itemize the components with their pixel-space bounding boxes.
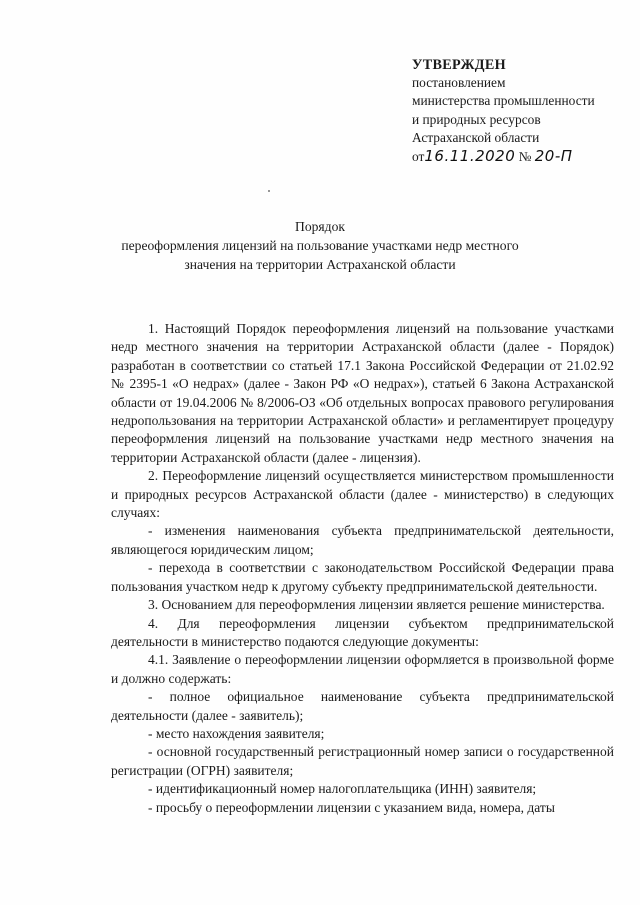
handwritten-number: 20-П — [534, 147, 573, 166]
document-body — [111, 320, 614, 817]
paragraph: 3. Основанием для переоформления лицензии является решение министерства. — [148, 597, 605, 613]
date-prefix: от — [412, 149, 425, 165]
approval-date-line — [412, 147, 622, 166]
list-item: - идентификационный номер налогоплательщика (ИНН) заявителя; — [148, 781, 537, 797]
approval-line: постановлением — [412, 75, 506, 91]
approval-heading: УТВЕРЖДЕН — [412, 57, 506, 73]
list-item: - перехода в соответствии с законодательством Российской Федерации права пользования участком недр к другому субъекту предпринимательской деятельности. — [111, 560, 614, 594]
number-prefix: № — [518, 149, 532, 165]
paragraph: 4. Для переоформления лицензии субъектом предпринимательской деятельности в министерство подаются следующие документы: — [111, 615, 614, 649]
list-item: - изменения наименования субъекта предпринимательской деятельности, являющегося юридическим лицом; — [111, 523, 614, 557]
title-line: Порядок — [295, 219, 345, 234]
list-item: - полное официальное наименование субъекта предпринимательской деятельности (далее - заявитель); — [111, 689, 614, 723]
paragraph: 2. Переоформление лицензий осуществляется министерством промышленности и природных ресурсов Астраханской области (далее - министерство) в следующих случаях: — [111, 468, 614, 521]
approval-stamp-block — [412, 56, 622, 166]
scan-speck — [268, 190, 270, 192]
list-item: - место нахождения заявителя; — [148, 725, 325, 741]
document-title — [110, 218, 530, 274]
approval-line: Астраханской области — [412, 129, 540, 145]
list-item: - просьбу о переоформлении лицензии с указанием вида, номера, даты — [148, 799, 555, 815]
approval-line: министерства промышленности — [412, 93, 595, 109]
paragraph: 4.1. Заявление о переоформлении лицензии оформляется в произвольной форме и должно содержать: — [111, 652, 614, 686]
title-line: переоформления лицензий на пользование участками недр местного — [121, 237, 519, 253]
paragraph: 1. Настоящий Порядок переоформления лицензий на пользование участками недр местного значения на территории Астраханской области (далее - Порядок) разработан в соответствии со статьей 17.1 Закона Российской Федерации от 21.02.92 № 2395-1 «О недрах» (далее - Закон РФ «О недрах»), статьей 6 Закона Астраханской области от 19.04.2006 № 8/2006-ОЗ «Об отдельных вопросах правового регулирования недропользования на территории Астраханской области» и регламентирует процедуру переоформления лицензий на пользование участками недр местного значения на территории Астраханской области (далее - лицензия). — [111, 321, 614, 465]
handwritten-date: 16.11.2020 — [424, 147, 516, 166]
list-item: - основной государственный регистрационный номер записи о государственной регистрации (ОГРН) заявителя; — [111, 744, 614, 778]
approval-line: и природных ресурсов — [412, 111, 541, 127]
title-line: значения на территории Астраханской области — [184, 256, 456, 272]
